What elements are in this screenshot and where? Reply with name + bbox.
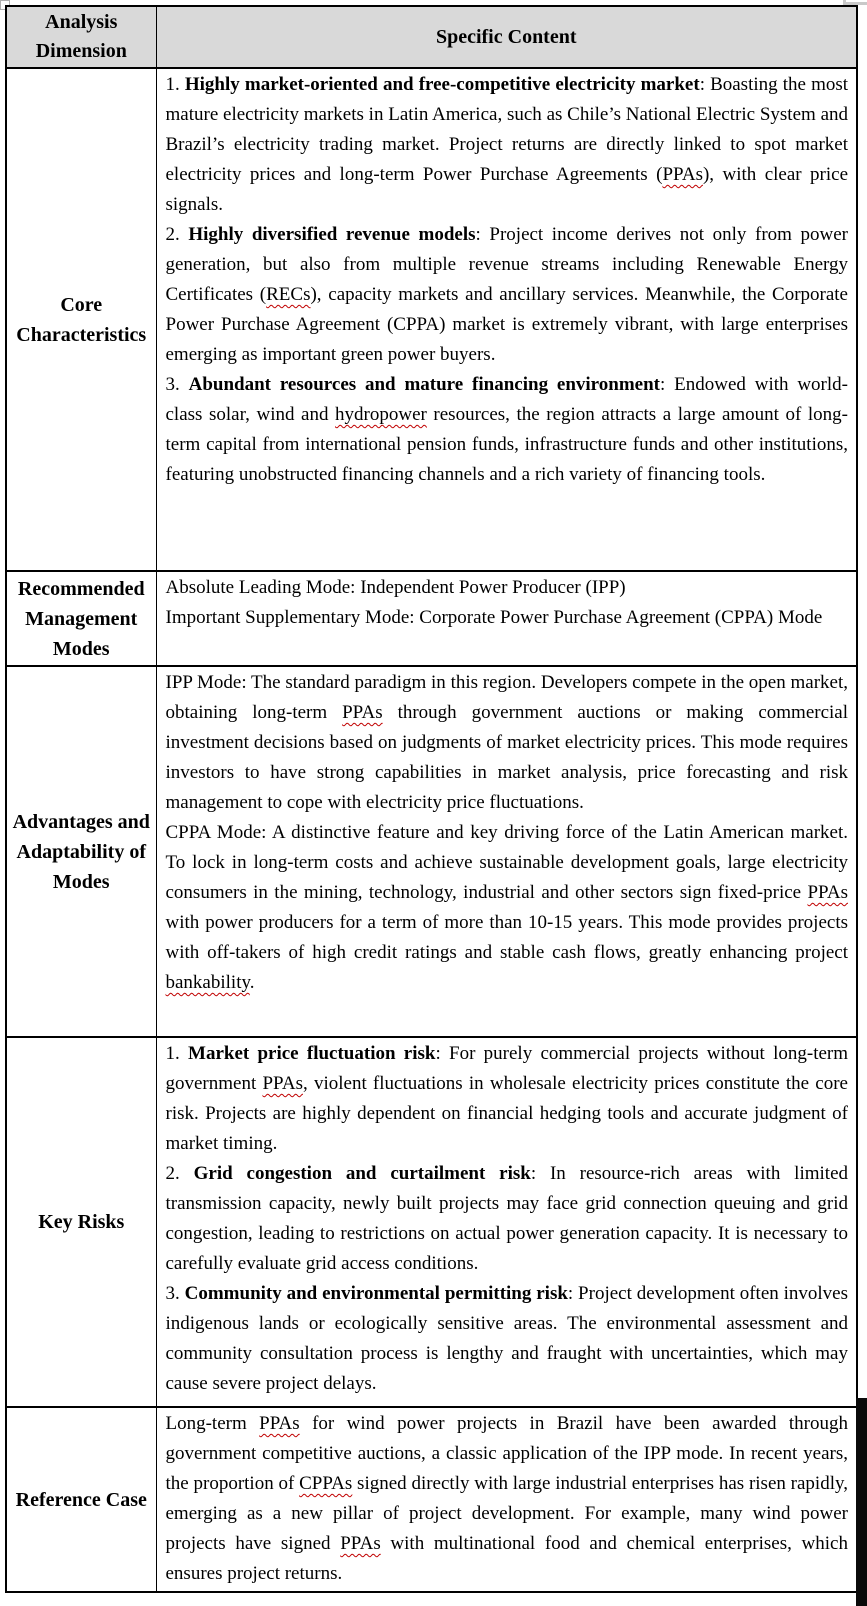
text-run: 1.	[165, 74, 185, 95]
text-run: 2.	[165, 1163, 194, 1184]
text-run: .	[249, 972, 255, 993]
bold-run: Abundant resources and mature financing environment	[188, 374, 660, 395]
table-row	[6, 571, 857, 666]
text-run: , violent fluctuations in wholesale electricity prices constitute the core risk. Projects are highly dependent on financial hedging tools and accurate judgment of market timing.	[165, 1073, 848, 1154]
text-run: IPP Mode: The standard paradigm in this region. Developers compete in the open market, obtaining long-term	[165, 672, 848, 723]
dimension-label: Core Characteristics	[16, 293, 147, 346]
text-run: : Boasting the most mature electricity markets in Latin America, such as Chile’s National Electric System and Brazil’s electricity trading market. Project returns are directly linked to spot market electricity prices and long-term Power Purchase Agreements (	[165, 74, 849, 185]
dimension-label: Advantages and Adaptability of Modes	[12, 810, 150, 893]
misspelled-term: PPAs	[342, 702, 383, 723]
header-analysis-dimension: Analysis Dimension	[6, 6, 156, 68]
text-run: : For purely commercial projects without long-term government	[165, 1043, 849, 1094]
text-run: : Project development often involves indigenous lands or ecologically sensitive areas. The environmental assessment and community consultation process is lengthy and fraught with uncertainties, which may cause severe project delays.	[165, 1283, 849, 1394]
dimension-label: Key Risks	[38, 1211, 125, 1233]
analysis-table	[5, 5, 858, 1593]
content-paragraph	[166, 1279, 849, 1399]
bold-run: Highly market-oriented and free-competitive electricity market	[184, 74, 700, 95]
content-paragraph	[166, 668, 849, 818]
text-run: 1.	[165, 1043, 189, 1064]
content-paragraph	[166, 1039, 849, 1159]
content-paragraph	[166, 220, 849, 370]
text-run: with multinational food and chemical enterprises, which ensures project returns.	[165, 1533, 848, 1584]
content-paragraph	[166, 603, 849, 633]
text-run: Important Supplementary Mode: Corporate Power Purchase Agreement (CPPA) Mode	[165, 607, 823, 628]
text-run: 3.	[165, 1283, 185, 1304]
text-run: : Endowed with world-class solar, wind and	[165, 374, 848, 425]
text-run: : Project income derives not only from power generation, but also from multiple revenue streams including Renewable Energy Certificates (	[165, 224, 849, 305]
dimension-label: Reference Case	[15, 1488, 147, 1511]
content-cell	[156, 68, 857, 571]
content-paragraph	[166, 1159, 849, 1279]
misspelled-term: bankability	[165, 972, 250, 993]
text-run: 3.	[165, 374, 189, 395]
table-body	[6, 68, 857, 1592]
text-run: for wind power projects in Brazil have been awarded through government competitive auctions, a classic application of the IPP mode. In recent years, the proportion of	[165, 1413, 848, 1494]
misspelled-term: PPAs	[807, 882, 848, 903]
text-run: with power producers for a term of more than 10-15 years. This mode provides projects with off-takers of high credit ratings and stable cash flows, greatly enhancing project	[165, 912, 848, 963]
header-specific-content: Specific Content	[156, 6, 857, 68]
bold-run: Grid congestion and curtailment risk	[193, 1163, 531, 1184]
content-cell	[156, 1407, 857, 1592]
misspelled-term: RECs	[266, 284, 311, 305]
text-run: Long-term	[165, 1413, 260, 1434]
text-run: through government auctions or making commercial investment decisions based on judgments of market electricity prices. This mode requires investors to have strong capabilities in market analysis, price forecasting and risk management to cope with electricity price fluctuations.	[165, 702, 848, 813]
misspelled-term: PPAs	[259, 1413, 300, 1434]
dimension-cell	[6, 68, 156, 571]
misspelled-term: PPAs	[262, 1073, 303, 1094]
misspelled-term: hydropower	[335, 404, 427, 425]
text-run: ), capacity markets and ancillary services. Meanwhile, the Corporate Power Purchase Agreement (CPPA) market is extremely vibrant, with large enterprises emerging as important green power buyers.	[165, 284, 848, 365]
header-row	[6, 6, 857, 68]
text-run: CPPA Mode: A distinctive feature and key driving force of the Latin American market. To lock in long-term costs and achieve sustainable development goals, large electricity consumers in the mining, technology, industrial and other sectors sign fixed-price	[165, 822, 848, 903]
text-run: resources, the region attracts a large amount of long-term capital from international pension funds, infrastructure funds and other institutions, featuring unobstructed financing channels and a rich variety of financing tools.	[165, 404, 848, 485]
table-row	[6, 1407, 857, 1592]
content-paragraph	[166, 818, 849, 998]
content-paragraph	[166, 1409, 849, 1589]
vertical-scrollbar-thumb[interactable]	[856, 1398, 867, 1606]
content-cell	[156, 571, 857, 666]
text-run: 2.	[165, 224, 189, 245]
bold-run: Community and environmental permitting risk	[184, 1283, 568, 1304]
text-run: signed directly with large industrial enterprises has risen rapidly, emerging as a new pillar of project development. For example, many wind power projects have signed	[165, 1473, 848, 1554]
table-row	[6, 666, 857, 1037]
content-paragraph	[166, 70, 849, 220]
text-run: Absolute Leading Mode: Independent Power Producer (IPP)	[165, 577, 626, 598]
content-cell	[156, 666, 857, 1037]
table-row	[6, 68, 857, 571]
misspelled-term: CPPAs	[299, 1473, 353, 1494]
bold-run: Highly diversified revenue models	[188, 224, 476, 245]
dimension-label: Recommended Management Modes	[17, 577, 145, 660]
misspelled-term: PPAs	[662, 164, 703, 185]
dimension-cell	[6, 571, 156, 666]
content-paragraph	[166, 370, 849, 490]
bold-run: Market price fluctuation risk	[188, 1043, 436, 1064]
dimension-cell	[6, 1037, 156, 1407]
table-row	[6, 1037, 857, 1407]
misspelled-term: PPAs	[340, 1533, 381, 1554]
content-paragraph	[166, 573, 849, 603]
text-run: ), with clear price signals.	[165, 164, 849, 215]
dimension-cell	[6, 1407, 156, 1592]
dimension-cell	[6, 666, 156, 1037]
content-cell	[156, 1037, 857, 1407]
text-run: : In resource-rich areas with limited transmission capacity, newly built projects may face grid connection queuing and grid congestion, leading to restrictions on actual power generation capacity. It is necessary to carefully evaluate grid access conditions.	[165, 1163, 849, 1274]
